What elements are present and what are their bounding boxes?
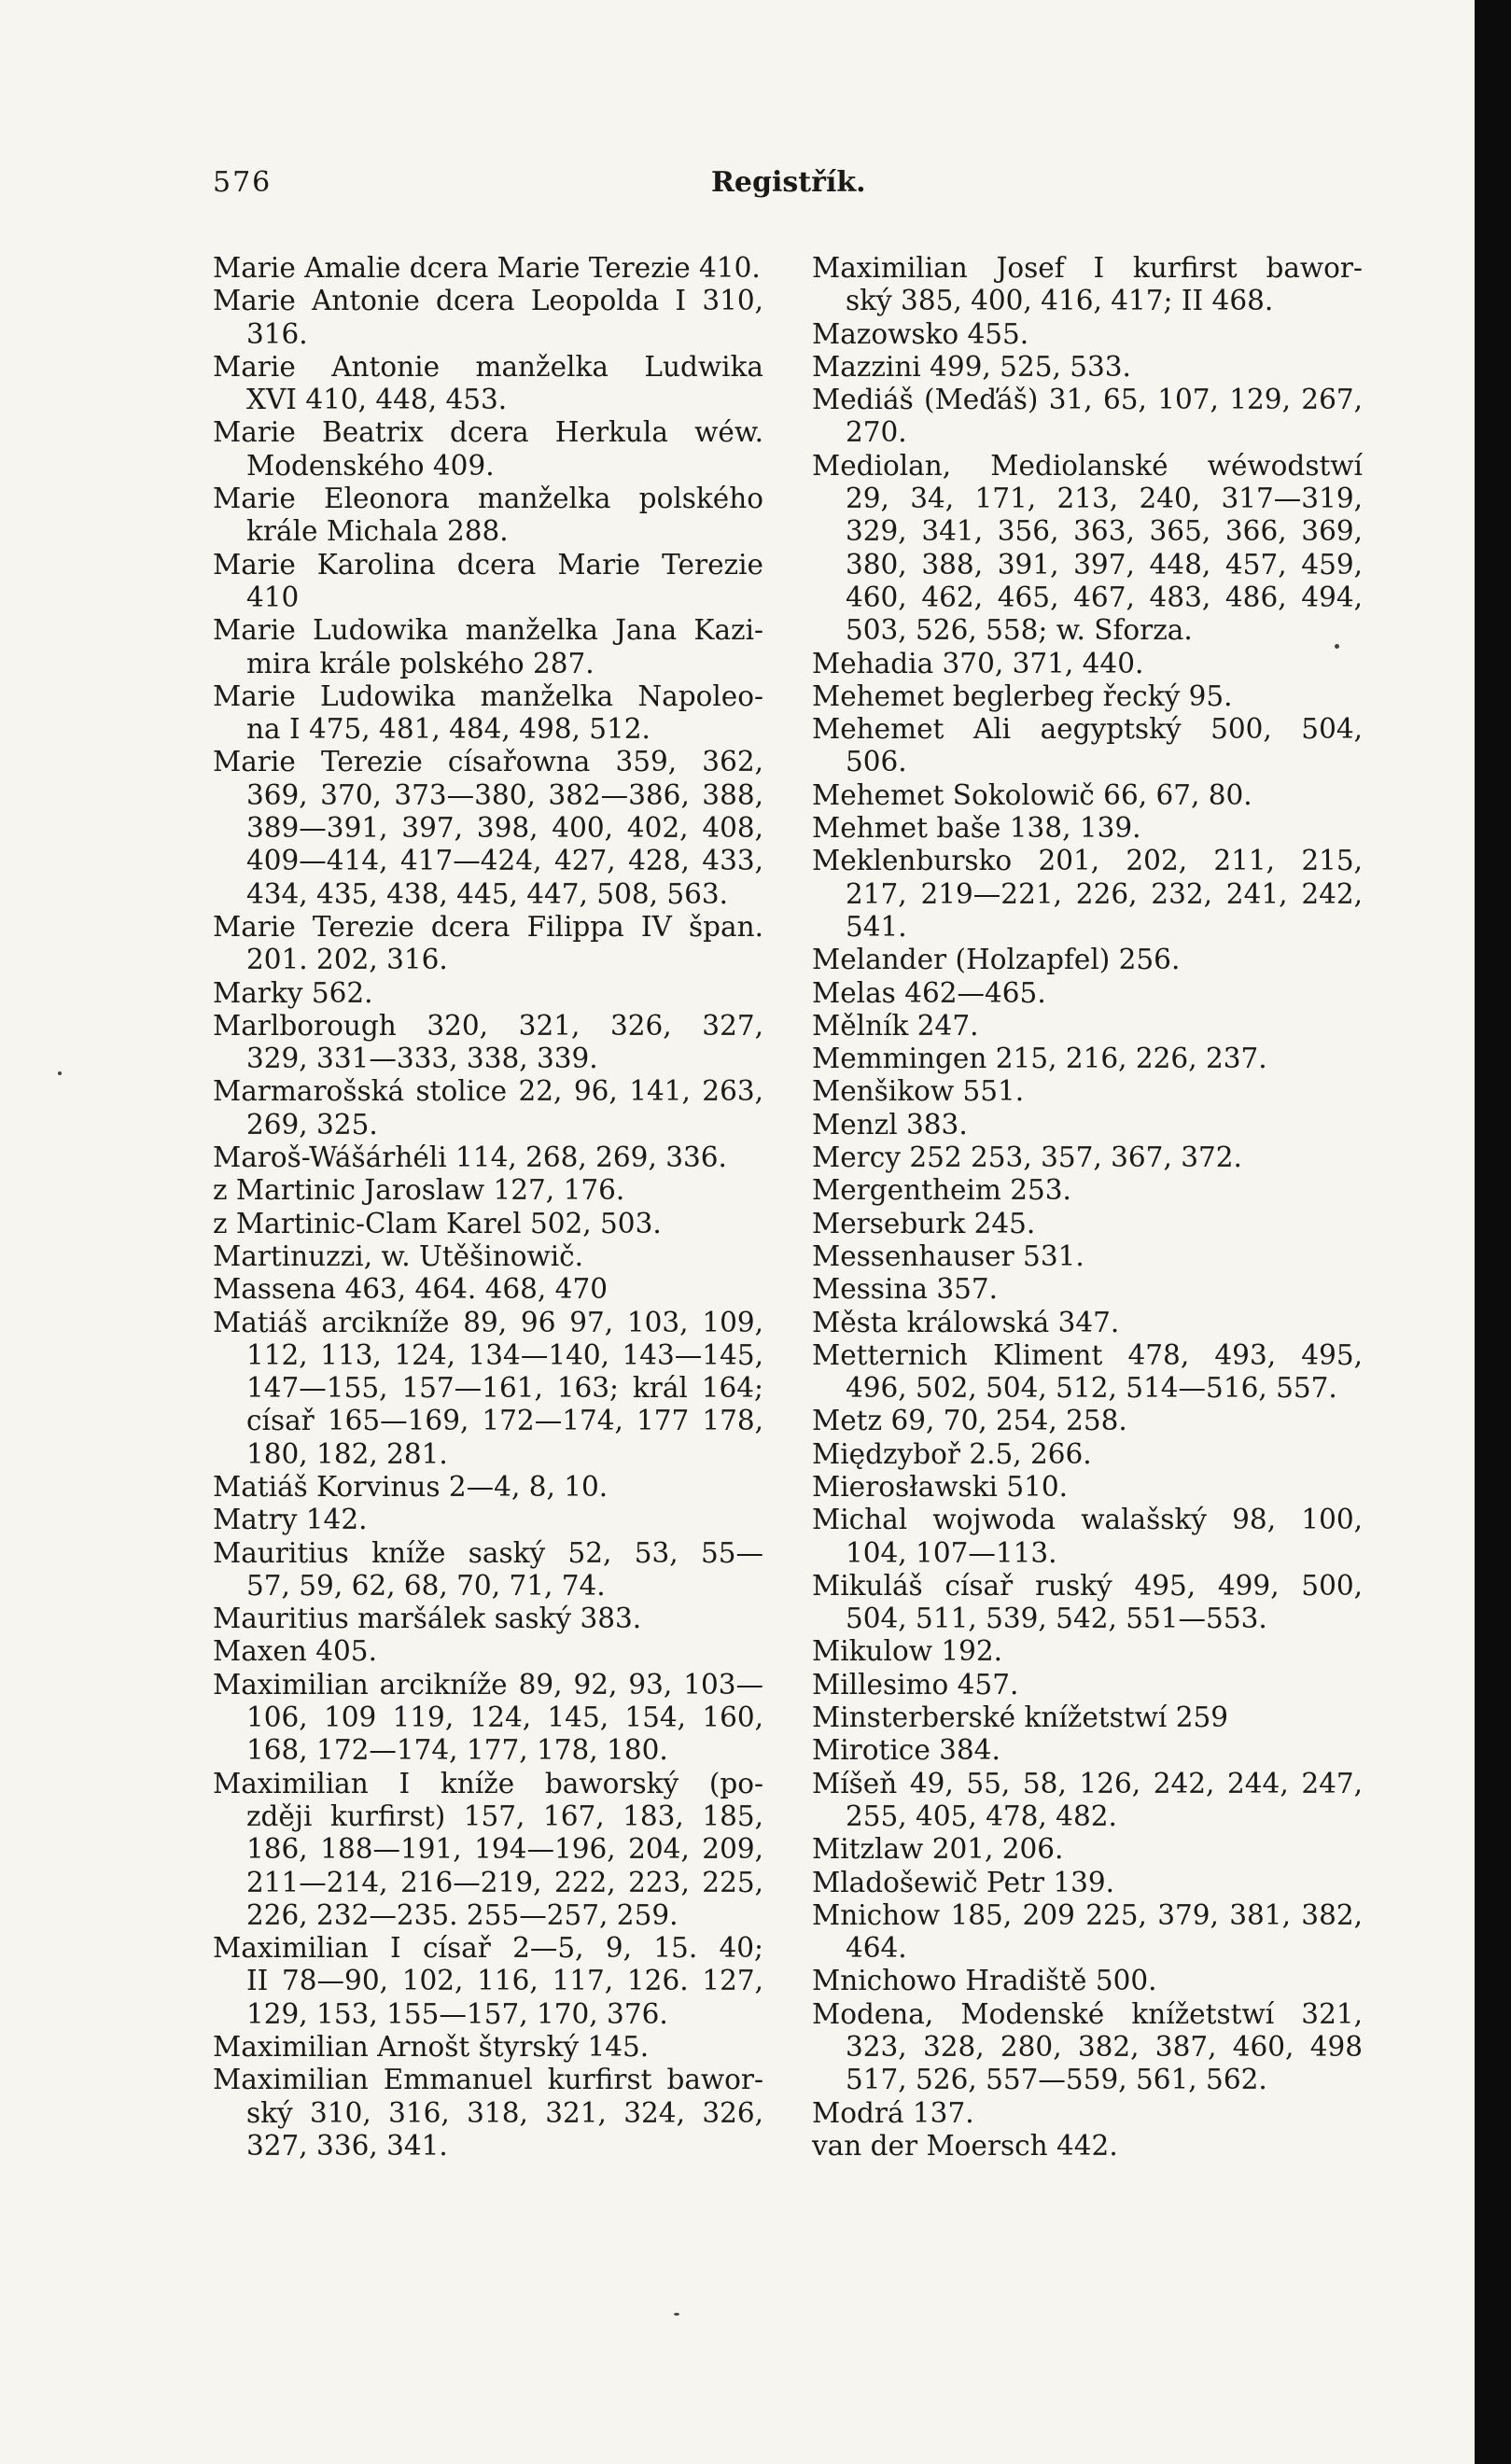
index-entry [812, 450, 1363, 648]
index-entry [812, 351, 1363, 384]
index-entry-line: 270. [846, 416, 907, 449]
index-entry [812, 1471, 1363, 1504]
index-entry-line: 410 [246, 581, 300, 613]
index-entry-line: 541. [846, 910, 907, 943]
index-entry-line: Maximilian Emmanuel kurfirst bawor- [213, 2064, 763, 2096]
index-entry [213, 2064, 763, 2163]
index-entry-line: Maxen 405. [213, 1635, 377, 1668]
index-entry-line: 369, 370, 373—380, 382—386, 388, [246, 778, 763, 811]
index-entry-line: 389—391, 397, 398, 400, 402, 408, [246, 812, 763, 845]
index-entry-line: 168, 172—174, 177, 178, 180. [246, 1734, 668, 1767]
index-entry-line: Mehadia 370, 371, 440. [812, 647, 1144, 679]
index-entry [213, 416, 763, 483]
index-entry [812, 1734, 1363, 1767]
index-entry [812, 1273, 1363, 1306]
index-entry-line: Modenského 409. [246, 449, 495, 482]
index-entry-line: Mehmet baše 138, 139. [812, 812, 1141, 845]
index-entry [812, 1635, 1363, 1668]
index-entry [812, 1109, 1363, 1141]
index-entry-line: 380, 388, 391, 397, 448, 457, 459, [846, 548, 1363, 581]
index-entry-line: 517, 526, 557—559, 561, 562. [846, 2064, 1267, 2096]
index-entry [812, 1669, 1363, 1701]
index-entry-line: Marie Antonie dcera Leopolda I 310, [213, 285, 763, 317]
index-entry-line: Marie Antonie manželka Ludwika [213, 350, 763, 383]
index-entry [812, 1208, 1363, 1240]
index-entry [213, 285, 763, 351]
scan-speck [1335, 644, 1339, 649]
index-entry [812, 2097, 1363, 2130]
index-entry [213, 1141, 763, 1174]
index-entry-line: ský 310, 316, 318, 321, 324, 326, [246, 2096, 763, 2129]
index-entry-line: Mauritius maršálek saský 383. [213, 1603, 642, 1635]
index-entry-line: Mazowsko 455. [812, 317, 1029, 350]
index-entry [213, 911, 763, 977]
index-entry-line: Mehemet Ali aegyptský 500, 504, [812, 713, 1363, 746]
index-entry [213, 1669, 763, 1768]
index-entry-line: ský 385, 400, 416, 417; II 468. [846, 285, 1274, 317]
index-entry-line: Mirotice 384. [812, 1734, 1000, 1767]
index-entry-line: Maximilian I kníže baworský (po- [213, 1767, 763, 1799]
index-entry-line: 323, 328, 280, 382, 387, 460, 498 [846, 2031, 1363, 2064]
index-entry-line: Metternich Kliment 478, 493, 495, [812, 1338, 1363, 1371]
index-entry-line: Mnichow 185, 209 225, 379, 381, 382, [812, 1898, 1363, 1931]
index-entry-line: 57, 59, 62, 68, 70, 71, 74. [246, 1569, 606, 1602]
index-entry [812, 1075, 1363, 1108]
index-entry [812, 1867, 1363, 1899]
index-entry-line: 106, 109 119, 124, 145, 154, 160, [246, 1701, 763, 1734]
scan-speck [674, 2313, 679, 2316]
index-entry-line: Mehemet beglerbeg řecký 95. [812, 679, 1233, 712]
index-entry-line: Messenhauser 531. [812, 1239, 1084, 1272]
index-entry-line: mira krále polského 287. [246, 647, 595, 679]
index-entry-line: krále Michala 288. [246, 515, 509, 548]
index-entry [812, 1240, 1363, 1273]
index-entry-line: Marlborough 320, 321, 326, 327, [213, 1009, 763, 1042]
index-entry [213, 1075, 763, 1141]
index-entry [213, 549, 763, 615]
index-entry-line: Meklenbursko 201, 202, 211, 215, [812, 845, 1363, 877]
index-entry [213, 1504, 763, 1536]
index-entry-line: 506. [846, 746, 907, 778]
index-entry-line: Mierosławski 510. [812, 1470, 1069, 1503]
index-entry-line: 329, 341, 356, 363, 365, 366, 369, [846, 515, 1363, 548]
index-entry-line: XVI 410, 448, 453. [246, 384, 508, 416]
index-entry [812, 944, 1363, 976]
index-entry-line: Mikulow 192. [812, 1635, 1003, 1668]
scan-dark-edge [1475, 0, 1511, 2464]
index-entry-line: Maroš-Wášárhéli 114, 268, 269, 336. [213, 1141, 727, 1174]
index-entry-line: císař 165—169, 172—174, 177 178, [246, 1405, 763, 1437]
index-entry [213, 1537, 763, 1603]
index-entry-line: Marky 562. [213, 976, 373, 1009]
index-entry [812, 1899, 1363, 1966]
index-entry-line: Maximilian arcikníže 89, 92, 93, 103— [213, 1668, 763, 1701]
index-entry-line: na I 475, 481, 484, 498, 512. [246, 713, 651, 746]
index-entry-line: Matry 142. [213, 1504, 368, 1536]
index-entry-line: Mikuláš císař ruský 495, 499, 500, [812, 1569, 1363, 1602]
index-entry-line: 316. [246, 317, 308, 350]
index-entry [213, 1932, 763, 2031]
index-column-right [812, 252, 1363, 2163]
index-entry-line: 186, 188—191, 194—196, 204, 209, [246, 1833, 763, 1866]
index-entry-line: 226, 232—235. 255—257, 259. [246, 1898, 679, 1931]
index-entry [213, 1208, 763, 1240]
index-entry [812, 318, 1363, 351]
index-entry-line: 496, 502, 504, 512, 514—516, 557. [846, 1372, 1337, 1405]
index-entry [213, 977, 763, 1010]
index-entry [812, 845, 1363, 944]
index-entry [812, 1438, 1363, 1471]
index-entry [812, 1504, 1363, 1570]
index-entry [812, 1307, 1363, 1339]
index-entry [812, 812, 1363, 845]
index-entry-line: Marie Beatrix dcera Herkula wéw. [213, 416, 763, 449]
index-entry-line: Minsterberské knížetstwí 259 [812, 1701, 1229, 1734]
index-entry [812, 1570, 1363, 1636]
index-entry-line: Mergentheim 253. [812, 1174, 1071, 1207]
index-entry-line: Marie Ludowika manželka Jana Kazi- [213, 614, 763, 647]
index-entry-line: 409—414, 417—424, 427, 428, 433, [246, 845, 763, 877]
index-entry [812, 1141, 1363, 1174]
index-entry-line: 217, 219—221, 226, 232, 241, 242, [846, 877, 1363, 910]
index-entry [213, 351, 763, 417]
index-entry-line: 434, 435, 438, 445, 447, 508, 563. [246, 877, 729, 910]
index-entry [812, 1174, 1363, 1207]
index-entry-line: Melander (Holzapfel) 256. [812, 944, 1181, 976]
index-entry-line: Marie Terezie dcera Filippa IV špan. [213, 910, 763, 943]
index-entry-line: 329, 331—333, 338, 339. [246, 1043, 598, 1075]
index-entry-line: Maximilian Arnošt štyrský 145. [213, 2031, 650, 2064]
index-entry [812, 1833, 1363, 1866]
index-entry-line: 180, 182, 281. [246, 1437, 448, 1470]
index-entry-line: Martinuzzi, w. Utěšinowič. [213, 1239, 584, 1272]
index-entry [213, 1307, 763, 1471]
index-entry-line: Massena 463, 464. 468, 470 [213, 1273, 608, 1306]
index-entry-line: Modena, Modenské knížetstwí 321, [812, 1997, 1363, 2030]
index-entry-line: z Martinic-Clam Karel 502, 503. [213, 1207, 662, 1239]
index-entry [213, 1603, 763, 1635]
index-entry-line: Modrá 137. [812, 2096, 974, 2129]
index-entry-line: Marie Eleonora manželka polského [213, 483, 763, 515]
index-entry-line: 504, 511, 539, 542, 551—553. [846, 1603, 1267, 1635]
index-entry-line: Michal wojwoda walašský 98, 100, [812, 1504, 1363, 1536]
index-entry-line: Menšikow 551. [812, 1075, 1025, 1108]
index-entry [812, 1339, 1363, 1406]
index-entry-line: Matiáš arcikníže 89, 96 97, 103, 109, [213, 1306, 763, 1338]
index-entry-line: Memmingen 215, 216, 226, 237. [812, 1043, 1267, 1075]
page-number: 576 [213, 166, 273, 199]
index-entry-line: Millesimo 457. [812, 1668, 1019, 1701]
index-entry-line: Mnichowo Hradiště 500. [812, 1965, 1157, 1997]
index-entry-line: 29, 34, 171, 213, 240, 317—319, [846, 483, 1363, 515]
index-entry-line: Marie Amalie dcera Marie Terezie 410. [213, 252, 761, 284]
index-entry-line: 211—214, 216—219, 222, 223, 225, [246, 1866, 763, 1898]
index-entry-line: 327, 336, 341. [246, 2129, 448, 2162]
index-entry [213, 252, 763, 285]
index-entry [812, 1043, 1363, 1075]
index-entry [812, 1405, 1363, 1437]
index-entry-line: Mehemet Sokolowič 66, 67, 80. [812, 778, 1252, 811]
index-entry-line: Mazzini 499, 525, 533. [812, 350, 1131, 383]
index-entry-line: Míšeň 49, 55, 58, 126, 242, 244, 247, [812, 1767, 1363, 1799]
index-entry [812, 779, 1363, 812]
index-entry [213, 1240, 763, 1273]
index-entry-line: zději kurfirst) 157, 167, 183, 185, [246, 1799, 763, 1832]
index-entry-line: 201. 202, 316. [246, 944, 448, 976]
index-entry-line: Matiáš Korvinus 2—4, 8, 10. [213, 1470, 609, 1503]
index-entry [213, 1174, 763, 1207]
index-entry-line: 112, 113, 124, 134—140, 143—145, [246, 1338, 763, 1371]
index-entry [812, 384, 1363, 450]
index-entry [213, 746, 763, 910]
index-entry [812, 648, 1363, 680]
index-entry [213, 680, 763, 747]
index-entry-line: II 78—90, 102, 116, 117, 126. 127, [246, 1965, 763, 1997]
index-entry-line: Mediáš (Meďáš) 31, 65, 107, 129, 267, [812, 384, 1363, 416]
index-entry-line: Marie Karolina dcera Marie Terezie [213, 548, 763, 581]
index-entry [213, 1635, 763, 1668]
index-entry [213, 483, 763, 549]
index-entry-line: Marie Ludowika manželka Napoleo- [213, 679, 763, 712]
index-entry-line: Mělník 247. [812, 1009, 979, 1042]
index-entry [812, 713, 1363, 779]
index-entry [213, 2031, 763, 2064]
index-entry [213, 1768, 763, 1932]
index-entry-line: z Martinic Jaroslaw 127, 176. [213, 1174, 625, 1207]
index-entry-line: Mitzlaw 201, 206. [812, 1833, 1064, 1866]
index-entry [213, 614, 763, 680]
index-column-left [213, 252, 763, 2163]
scan-speck [58, 1071, 62, 1075]
index-entry-line: van der Moersch 442. [812, 2129, 1118, 2162]
index-entry-line: Marmarošská stolice 22, 96, 141, 263, [213, 1075, 763, 1108]
index-entry-line: Města králowská 347. [812, 1306, 1120, 1338]
index-entry-line: Mediolan, Mediolanské wéwodstwí [812, 449, 1363, 482]
index-entry-line: 269, 325. [246, 1108, 378, 1141]
index-entry-line: Marie Terezie císařowna 359, 362, [213, 746, 763, 778]
index-entry-line: 104, 107—113. [846, 1536, 1057, 1569]
index-entry-line: Melas 462—465. [812, 976, 1046, 1009]
index-entry [213, 1010, 763, 1076]
index-entry-line: Mauritius kníže saský 52, 53, 55— [213, 1536, 763, 1569]
index-entry [812, 2130, 1363, 2163]
index-entry-line: 129, 153, 155—157, 170, 376. [246, 1997, 668, 2030]
index-entry-line: Mercy 252 253, 357, 367, 372. [812, 1141, 1242, 1174]
index-entry-line: Metz 69, 70, 254, 258. [812, 1405, 1127, 1437]
index-entry-line: Maximilian Josef I kurfirst bawor- [812, 252, 1363, 284]
index-entry-line: 147—155, 157—161, 163; král 164; [246, 1372, 763, 1405]
index-entry [812, 1998, 1363, 2097]
index-entry-line: Maximilian I císař 2—5, 9, 15. 40; [213, 1932, 763, 1965]
index-entry [812, 1768, 1363, 1834]
index-entry-line: 503, 526, 558; w. Sforza. [846, 614, 1193, 647]
index-entry-line: Międzyboř 2.5, 266. [812, 1437, 1092, 1470]
index-entry-line: Mladošewič Petr 139. [812, 1866, 1115, 1898]
index-entry [812, 1965, 1363, 1997]
index-entry-line: 255, 405, 478, 482. [846, 1799, 1117, 1832]
index-entry-line: Merseburk 245. [812, 1207, 1036, 1239]
index-entry [812, 252, 1363, 318]
index-entry-line: Menzl 383. [812, 1108, 968, 1141]
running-title: Registřík. [711, 166, 866, 199]
index-entry-line: 464. [846, 1932, 907, 1965]
index-entry [812, 680, 1363, 713]
index-entry [213, 1471, 763, 1504]
index-entry-line: 460, 462, 465, 467, 483, 486, 494, [846, 581, 1363, 613]
index-entry [812, 1010, 1363, 1043]
index-entry [213, 1273, 763, 1306]
index-entry [812, 977, 1363, 1010]
index-entry-line: Messina 357. [812, 1273, 999, 1306]
index-entry [812, 1701, 1363, 1734]
